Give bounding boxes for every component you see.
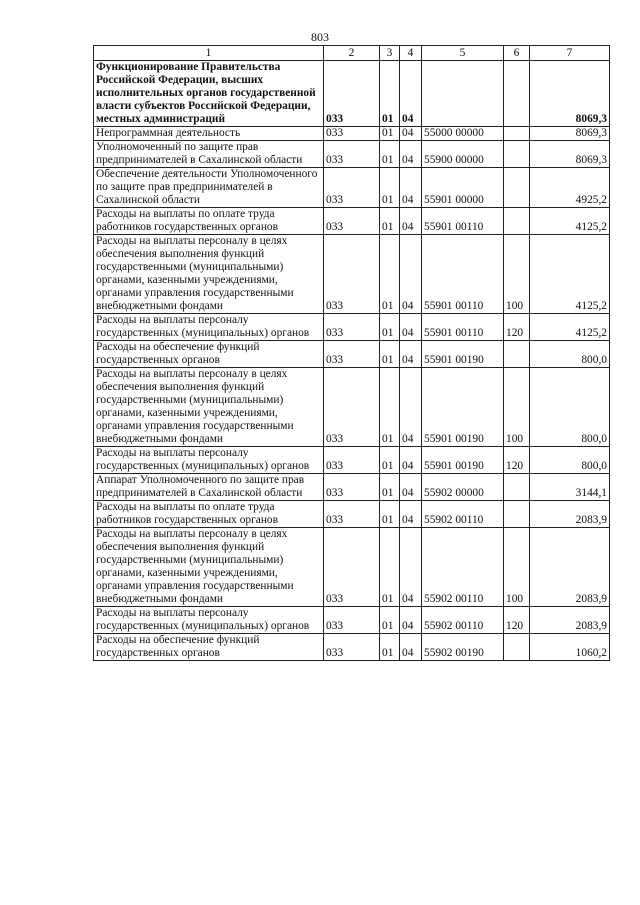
row-subsection-code: 04	[400, 314, 422, 341]
row-target-article: 55901 00110	[422, 235, 504, 314]
row-ministry-code: 033	[324, 474, 380, 501]
table-row	[94, 634, 610, 661]
budget-table	[93, 45, 610, 661]
row-target-article: 55902 00000	[422, 474, 504, 501]
row-ministry-code: 033	[324, 607, 380, 634]
row-expense-type: 120	[504, 314, 530, 341]
row-section-code: 01	[380, 127, 400, 141]
row-section-code: 01	[380, 368, 400, 447]
row-subsection-code: 04	[400, 141, 422, 168]
row-ministry-code: 033	[324, 447, 380, 474]
table-row	[94, 501, 610, 528]
table-row	[94, 235, 610, 314]
row-section-code: 01	[380, 607, 400, 634]
row-name: Непрограммная деятельность	[94, 127, 324, 141]
row-name: Аппарат Уполномоченного по защите прав предпринимателей в Сахалинской области	[94, 474, 324, 501]
table-row	[94, 368, 610, 447]
row-amount: 4125,2	[530, 314, 610, 341]
row-amount: 2083,9	[530, 528, 610, 607]
row-amount: 4925,2	[530, 168, 610, 208]
table-row	[94, 474, 610, 501]
row-expense-type	[504, 341, 530, 368]
column-header: 7	[530, 46, 610, 61]
row-subsection-code: 04	[400, 634, 422, 661]
row-ministry-code: 033	[324, 634, 380, 661]
row-amount: 8069,3	[530, 141, 610, 168]
column-header: 2	[324, 46, 380, 61]
row-amount: 1060,2	[530, 634, 610, 661]
table-row	[94, 61, 610, 127]
row-subsection-code: 04	[400, 61, 422, 127]
row-target-article: 55900 00000	[422, 141, 504, 168]
row-ministry-code: 033	[324, 235, 380, 314]
table-row	[94, 127, 610, 141]
row-ministry-code: 033	[324, 127, 380, 141]
row-amount: 800,0	[530, 447, 610, 474]
row-subsection-code: 04	[400, 341, 422, 368]
row-target-article: 55901 00190	[422, 341, 504, 368]
row-target-article: 55901 00110	[422, 314, 504, 341]
table-row	[94, 607, 610, 634]
row-subsection-code: 04	[400, 235, 422, 314]
row-ministry-code: 033	[324, 141, 380, 168]
table-row	[94, 447, 610, 474]
row-expense-type	[504, 208, 530, 235]
row-ministry-code: 033	[324, 368, 380, 447]
table-body	[94, 61, 610, 661]
row-name: Расходы на выплаты персоналу в целях обеспечения выполнения функций государственными (муниципальными) органами, казенными учреждениями, органами управления государственными внебюджетными фондами	[94, 368, 324, 447]
row-expense-type: 100	[504, 528, 530, 607]
row-section-code: 01	[380, 314, 400, 341]
row-subsection-code: 04	[400, 168, 422, 208]
row-name: Расходы на выплаты по оплате труда работников государственных органов	[94, 501, 324, 528]
table-row	[94, 314, 610, 341]
row-expense-type	[504, 127, 530, 141]
row-section-code: 01	[380, 447, 400, 474]
row-name: Расходы на обеспечение функций государственных органов	[94, 634, 324, 661]
row-section-code: 01	[380, 341, 400, 368]
row-amount: 3144,1	[530, 474, 610, 501]
column-header: 1	[94, 46, 324, 61]
row-subsection-code: 04	[400, 474, 422, 501]
row-ministry-code: 033	[324, 61, 380, 127]
column-header: 5	[422, 46, 504, 61]
row-target-article: 55901 00000	[422, 168, 504, 208]
row-target-article	[422, 61, 504, 127]
row-ministry-code: 033	[324, 168, 380, 208]
row-target-article: 55901 00190	[422, 368, 504, 447]
row-expense-type	[504, 61, 530, 127]
row-section-code: 01	[380, 501, 400, 528]
row-name: Уполномоченный по защите прав предпринимателей в Сахалинской области	[94, 141, 324, 168]
row-expense-type	[504, 141, 530, 168]
row-section-code: 01	[380, 168, 400, 208]
row-expense-type	[504, 501, 530, 528]
row-section-code: 01	[380, 208, 400, 235]
table-row	[94, 168, 610, 208]
row-ministry-code: 033	[324, 208, 380, 235]
row-target-article: 55902 00190	[422, 634, 504, 661]
row-name: Расходы на выплаты персоналу государственных (муниципальных) органов	[94, 607, 324, 634]
row-subsection-code: 04	[400, 447, 422, 474]
row-amount: 2083,9	[530, 501, 610, 528]
table-row	[94, 141, 610, 168]
row-ministry-code: 033	[324, 528, 380, 607]
row-amount: 8069,3	[530, 127, 610, 141]
row-target-article: 55901 00110	[422, 208, 504, 235]
row-section-code: 01	[380, 528, 400, 607]
row-expense-type: 120	[504, 607, 530, 634]
row-amount: 8069,3	[530, 61, 610, 127]
row-subsection-code: 04	[400, 501, 422, 528]
row-name: Расходы на выплаты персоналу в целях обеспечения выполнения функций государственными (муниципальными) органами, казенными учреждениями, органами управления государственными внебюджетными фондами	[94, 235, 324, 314]
column-header: 3	[380, 46, 400, 61]
row-subsection-code: 04	[400, 208, 422, 235]
row-amount: 800,0	[530, 341, 610, 368]
row-target-article: 55902 00110	[422, 528, 504, 607]
row-target-article: 55902 00110	[422, 501, 504, 528]
row-section-code: 01	[380, 634, 400, 661]
row-name: Обеспечение деятельности Уполномоченного по защите прав предпринимателей в Сахалинской области	[94, 168, 324, 208]
row-amount: 2083,9	[530, 607, 610, 634]
row-name: Расходы на выплаты персоналу государственных (муниципальных) органов	[94, 447, 324, 474]
row-expense-type	[504, 474, 530, 501]
header-row	[94, 46, 610, 61]
row-amount: 4125,2	[530, 208, 610, 235]
row-section-code: 01	[380, 474, 400, 501]
row-section-code: 01	[380, 141, 400, 168]
row-name: Расходы на выплаты персоналу государственных (муниципальных) органов	[94, 314, 324, 341]
row-subsection-code: 04	[400, 528, 422, 607]
row-section-code: 01	[380, 61, 400, 127]
table-row	[94, 528, 610, 607]
table-row	[94, 341, 610, 368]
row-expense-type: 120	[504, 447, 530, 474]
row-subsection-code: 04	[400, 607, 422, 634]
column-header: 6	[504, 46, 530, 61]
row-ministry-code: 033	[324, 341, 380, 368]
row-name: Расходы на обеспечение функций государственных органов	[94, 341, 324, 368]
column-header: 4	[400, 46, 422, 61]
page-number: 803	[311, 30, 329, 44]
row-subsection-code: 04	[400, 368, 422, 447]
row-amount: 4125,2	[530, 235, 610, 314]
row-ministry-code: 033	[324, 501, 380, 528]
row-expense-type: 100	[504, 235, 530, 314]
row-ministry-code: 033	[324, 314, 380, 341]
row-expense-type	[504, 634, 530, 661]
row-target-article: 55902 00110	[422, 607, 504, 634]
row-expense-type	[504, 168, 530, 208]
row-name: Расходы на выплаты персоналу в целях обеспечения выполнения функций государственными (муниципальными) органами, казенными учреждениями, органами управления государственными внебюджетными фондами	[94, 528, 324, 607]
row-subsection-code: 04	[400, 127, 422, 141]
row-target-article: 55901 00190	[422, 447, 504, 474]
row-expense-type: 100	[504, 368, 530, 447]
row-name: Функционирование Правительства Российской Федерации, высших исполнительных органов государственной власти субъектов Российской Федерации, местных администраций	[94, 61, 324, 127]
row-name: Расходы на выплаты по оплате труда работников государственных органов	[94, 208, 324, 235]
row-target-article: 55000 00000	[422, 127, 504, 141]
table-row	[94, 208, 610, 235]
row-amount: 800,0	[530, 368, 610, 447]
row-section-code: 01	[380, 235, 400, 314]
